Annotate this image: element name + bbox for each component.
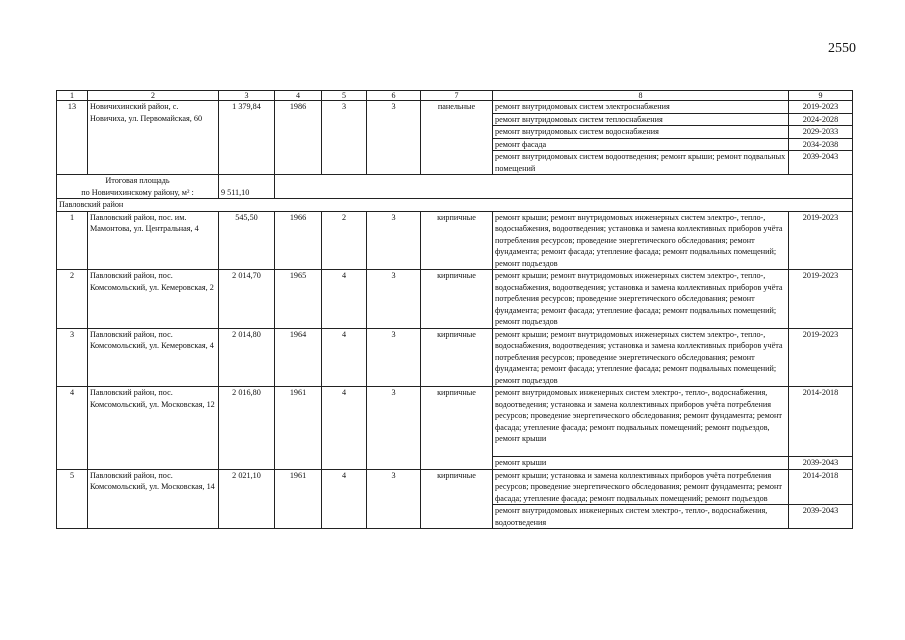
work-period: 2019-2023 bbox=[789, 101, 853, 114]
row-number: 1 bbox=[57, 211, 88, 270]
work-period: 2029-2033 bbox=[789, 126, 853, 139]
floor-count: 4 bbox=[322, 387, 367, 470]
build-year: 1961 bbox=[275, 469, 322, 529]
section-title: Павловский район bbox=[57, 199, 853, 212]
total-label-line: по Новичихинскому району, м² : bbox=[81, 187, 194, 197]
page-number: 2550 bbox=[828, 41, 856, 56]
column-number: 5 bbox=[322, 91, 367, 101]
total-label bbox=[57, 175, 219, 199]
work-period: 2039-2043 bbox=[789, 151, 853, 175]
work-description: ремонт крыши; ремонт внутридомовых инженерных систем электро-, тепло-, водоснабжения, водоотведения; установка и замена коллективных приборов учёта потребления ресурсов; проведение энергетического обследования; ремонт фундамента; ремонт фасада; утепление фасада; ремонт подвальных помещений; ремонт подъездов bbox=[493, 270, 789, 329]
wall-material: кирпичные bbox=[421, 469, 493, 529]
entrance-count: 3 bbox=[367, 328, 421, 387]
house-area: 1 379,84 bbox=[219, 101, 275, 175]
row-number: 3 bbox=[57, 328, 88, 387]
total-empty bbox=[275, 175, 853, 199]
work-description: ремонт внутридомовых систем электроснабжения bbox=[493, 101, 789, 114]
house-address: Павловский район, пос. Комсомольский, ул. Московская, 12 bbox=[88, 387, 219, 470]
entrance-count: 3 bbox=[367, 270, 421, 329]
house-area: 545,50 bbox=[219, 211, 275, 270]
column-number: 7 bbox=[421, 91, 493, 101]
row-number: 2 bbox=[57, 270, 88, 329]
floor-count: 4 bbox=[322, 270, 367, 329]
wall-material: панельные bbox=[421, 101, 493, 175]
repair-program-table bbox=[56, 90, 853, 529]
entrance-count: 3 bbox=[367, 211, 421, 270]
house-address: Павловский район, пос. Комсомольский, ул. Кемеровская, 2 bbox=[88, 270, 219, 329]
house-address: Новичихинский район, с. Новичиха, ул. Первомайская, 60 bbox=[88, 101, 219, 175]
work-period: 2034-2038 bbox=[789, 138, 853, 151]
work-description: ремонт внутридомовых систем теплоснабжения bbox=[493, 113, 789, 126]
column-number: 4 bbox=[275, 91, 322, 101]
entrance-count: 3 bbox=[367, 387, 421, 470]
wall-material: кирпичные bbox=[421, 211, 493, 270]
work-description: ремонт фасада bbox=[493, 138, 789, 151]
work-description: ремонт внутридомовых систем водоотведения; ремонт крыши; ремонт подвальных помещений bbox=[493, 151, 789, 175]
wall-material: кирпичные bbox=[421, 328, 493, 387]
work-period: 2014-2018 bbox=[789, 469, 853, 505]
work-description: ремонт крыши; ремонт внутридомовых инженерных систем электро-, тепло-, водоснабжения, водоотведения; установка и замена коллективных приборов учёта потребления ресурсов; проведение энергетического обследования; ремонт фундамента; ремонт фасада; утепление фасада; ремонт подвальных помещений; ремонт подъездов bbox=[493, 328, 789, 387]
wall-material: кирпичные bbox=[421, 270, 493, 329]
work-description: ремонт крыши; установка и замена коллективных приборов учёта потребления ресурсов; проведение энергетического обследования; ремонт фундамента; ремонт фасада; утепление фасада; ремонт подвальных помещений; ремонт подъездов bbox=[493, 469, 789, 505]
table-row bbox=[57, 387, 853, 457]
floor-count: 2 bbox=[322, 211, 367, 270]
work-period: 2014-2018 bbox=[789, 387, 853, 457]
build-year: 1961 bbox=[275, 387, 322, 470]
entrance-count: 3 bbox=[367, 101, 421, 175]
row-number: 4 bbox=[57, 387, 88, 470]
build-year: 1966 bbox=[275, 211, 322, 270]
column-number: 2 bbox=[88, 91, 219, 101]
work-description: ремонт внутридомовых систем водоснабжения bbox=[493, 126, 789, 139]
total-label-line: Итоговая площадь bbox=[105, 176, 170, 185]
house-area: 2 014,70 bbox=[219, 270, 275, 329]
column-number: 3 bbox=[219, 91, 275, 101]
table-row bbox=[57, 211, 853, 270]
work-period: 2039-2043 bbox=[789, 505, 853, 529]
floor-count: 4 bbox=[322, 469, 367, 529]
work-description: ремонт внутридомовых инженерных систем электро-, тепло-, водоснабжения, водоотведения; установка и замена коллективных приборов учёта потребления ресурсов; проведение энергетического обследования; ремонт фундамента; ремонт фасада; утепление фасада; ремонт подвальных помещений; ремонт подъездов, ремонт крыши bbox=[493, 387, 789, 457]
table-row bbox=[57, 328, 853, 387]
build-year: 1964 bbox=[275, 328, 322, 387]
work-period: 2019-2023 bbox=[789, 270, 853, 329]
table-row bbox=[57, 270, 853, 329]
work-period: 2019-2023 bbox=[789, 328, 853, 387]
work-description: ремонт внутридомовых инженерных систем электро-, тепло-, водоснабжения, водоотведения bbox=[493, 505, 789, 529]
column-number: 6 bbox=[367, 91, 421, 101]
section-row bbox=[57, 199, 853, 212]
work-description: ремонт крыши; ремонт внутридомовых инженерных систем электро-, тепло-, водоснабжения, водоотведения; установка и замена коллективных приборов учёта потребления ресурсов; проведение энергетического обследования; ремонт фундамента; ремонт фасада; утепление фасада; ремонт подвальных помещений; ремонт подъездов bbox=[493, 211, 789, 270]
house-address: Павловский район, пос. Комсомольский, ул. Кемеровская, 4 bbox=[88, 328, 219, 387]
work-description: ремонт крыши bbox=[493, 457, 789, 470]
column-number: 9 bbox=[789, 91, 853, 101]
table-row bbox=[57, 469, 853, 505]
house-address: Павловский район, пос. Комсомольский, ул. Московская, 14 bbox=[88, 469, 219, 529]
wall-material: кирпичные bbox=[421, 387, 493, 470]
build-year: 1965 bbox=[275, 270, 322, 329]
row-number: 13 bbox=[57, 101, 88, 175]
row-number: 5 bbox=[57, 469, 88, 529]
floor-count: 4 bbox=[322, 328, 367, 387]
build-year: 1986 bbox=[275, 101, 322, 175]
house-address: Павловский район, пос. им. Мамонтова, ул. Центральная, 4 bbox=[88, 211, 219, 270]
column-number: 8 bbox=[493, 91, 789, 101]
house-area: 2 014,80 bbox=[219, 328, 275, 387]
entrance-count: 3 bbox=[367, 469, 421, 529]
column-number-row bbox=[57, 91, 853, 101]
column-number: 1 bbox=[57, 91, 88, 101]
total-value: 9 511,10 bbox=[219, 175, 275, 199]
table-row bbox=[57, 101, 853, 114]
work-period: 2019-2023 bbox=[789, 211, 853, 270]
house-area: 2 021,10 bbox=[219, 469, 275, 529]
floor-count: 3 bbox=[322, 101, 367, 175]
work-period: 2039-2043 bbox=[789, 457, 853, 470]
work-period: 2024-2028 bbox=[789, 113, 853, 126]
total-row bbox=[57, 175, 853, 199]
house-area: 2 016,80 bbox=[219, 387, 275, 470]
